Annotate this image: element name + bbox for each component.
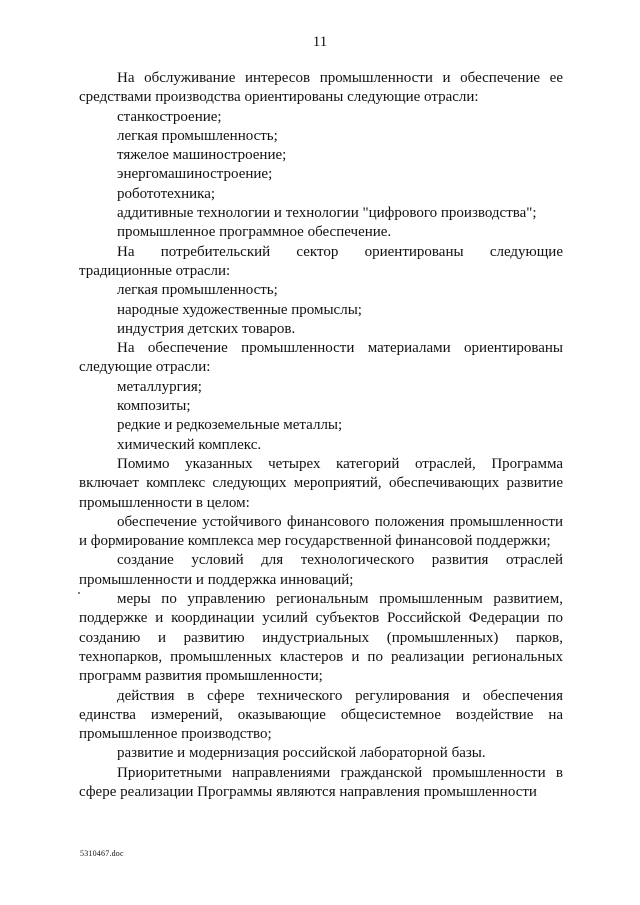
list-item: легкая промышленность; [117,127,278,144]
file-name-footer: 5310467.doc [80,849,124,858]
document-body [79,69,563,802]
paragraph: Приоритетными направлениями гражданской промышленности в сфере реализации Программы являются направления промышленности [79,764,563,800]
paragraph: меры по управлению региональным промышленным развитием, поддержке и координации усилий субъектов Российской Федерации по созданию и развитию индустриальных (промышленных) парков, технопарков, промышленных кластеров и по реализации региональных программ развития промышленности; [79,591,563,685]
list-item: химический комплекс. [117,436,262,453]
scan-dot [78,592,80,594]
list-item: народные художественные промыслы; [117,301,362,318]
list-item: робототехника; [117,185,216,202]
list-item: промышленное программное обеспечение. [117,224,392,241]
paragraph: Помимо указанных четырех категорий отраслей, Программа включает комплекс следующих мероприятий, обеспечивающих развитие промышленности в целом: [79,455,563,511]
paragraph: обеспечение устойчивого финансового положения промышленности и формирование комплекса мер государственной финансовой поддержки; [79,513,563,550]
paragraph: На обслуживание интересов промышленности и обеспечение ее средствами производства ориентированы следующие отрасли: [79,70,563,106]
list-item: индустрия детских товаров. [117,320,296,337]
list-item: станкостроение; [117,108,222,125]
list-item: металлургия; [117,378,202,395]
list-item: легкая промышленность; [117,282,278,299]
list-item: редкие и редкоземельные металлы; [117,417,343,434]
paragraph: На потребительский сектор ориентированы следующие традиционные отрасли: [79,243,563,279]
list-item: тяжелое машиностроение; [117,147,287,164]
paragraph: развитие и модернизация российской лабораторной базы. [117,745,486,762]
list-item: энергомашиностроение; [117,166,273,183]
paragraph: действия в сфере технического регулирования и обеспечения единства измерений, оказывающие общесистемное воздействие на промышленное производство; [79,687,563,743]
list-item: аддитивные технологии и технологии "цифрового производства"; [117,205,537,222]
page-number: 11 [312,34,328,50]
paragraph: На обеспечение промышленности материалами ориентированы следующие отрасли: [79,340,563,376]
list-item: композиты; [117,398,191,415]
paragraph: создание условий для технологического развития отраслей промышленности и поддержка инноваций; [79,552,563,588]
